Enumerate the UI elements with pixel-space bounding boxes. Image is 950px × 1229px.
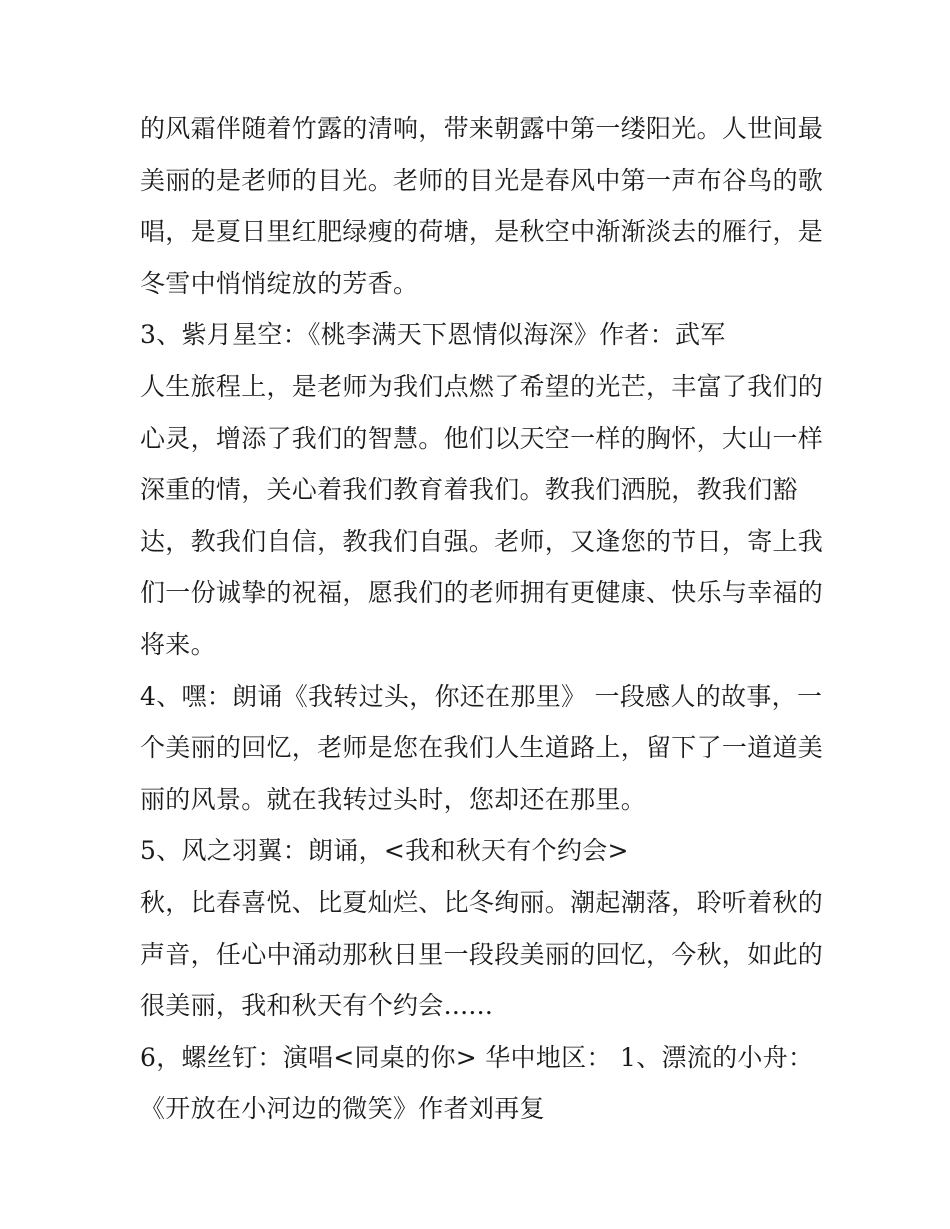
- section-heading-5: 5、风之羽翼：朗诵，<我和秋天有个约会>: [140, 836, 629, 866]
- section-heading-6: 6，螺丝钉：演唱<同桌的你> 华中地区： 1、漂流的小舟：: [140, 1042, 814, 1072]
- text-line: 达，教我们自信，教我们自强。老师，又逢您的节日，寄上我: [140, 526, 824, 556]
- text-line: 美丽的是老师的目光。老师的目光是春风中第一声布谷鸟的歌: [140, 165, 824, 195]
- text-line: 深重的情，关心着我们教育着我们。教我们洒脱，教我们豁: [140, 475, 798, 505]
- section-heading-4: 4、嘿：朗诵《我转过头，你还在那里》 一段感人的故事，一: [140, 681, 823, 711]
- section-heading-3: 3、紫月星空：《桃李满天下恩情似海深》作者：武军: [140, 320, 726, 350]
- text-line: 心灵，增添了我们的智慧。他们以天空一样的胸怀，大山一样: [140, 423, 824, 453]
- text-line: 秋，比春喜悦、比夏灿烂、比冬绚丽。潮起潮落，聆听着秋的: [140, 887, 824, 917]
- text-line: 丽的风景。就在我转过头时，您却还在那里。: [140, 784, 647, 814]
- document-body: [140, 103, 824, 1135]
- text-line: 将来。: [140, 629, 216, 659]
- text-line: 个美丽的回忆，老师是您在我们人生道路上，留下了一道道美: [140, 733, 824, 763]
- text-line: 冬雪中悄悄绽放的芳香。: [140, 268, 419, 298]
- text-line: 人生旅程上，是老师为我们点燃了希望的光芒，丰富了我们的: [140, 371, 824, 401]
- text-line: 的风霜伴随着竹露的清响，带来朝露中第一缕阳光。人世间最: [140, 114, 824, 143]
- text-line: 们一份诚挚的祝福，愿我们的老师拥有更健康、快乐与幸福的: [140, 578, 824, 608]
- text-line: 《开放在小河边的微笑》作者刘再复: [140, 1094, 545, 1124]
- text-line: 声音，任心中涌动那秋日里一段段美丽的回忆，今秋，如此的: [140, 939, 824, 969]
- text-line: 很美丽，我和秋天有个约会......: [140, 991, 494, 1021]
- text-line: 唱，是夏日里红肥绿瘦的荷塘，是秋空中渐渐淡去的雁行，是: [140, 217, 824, 247]
